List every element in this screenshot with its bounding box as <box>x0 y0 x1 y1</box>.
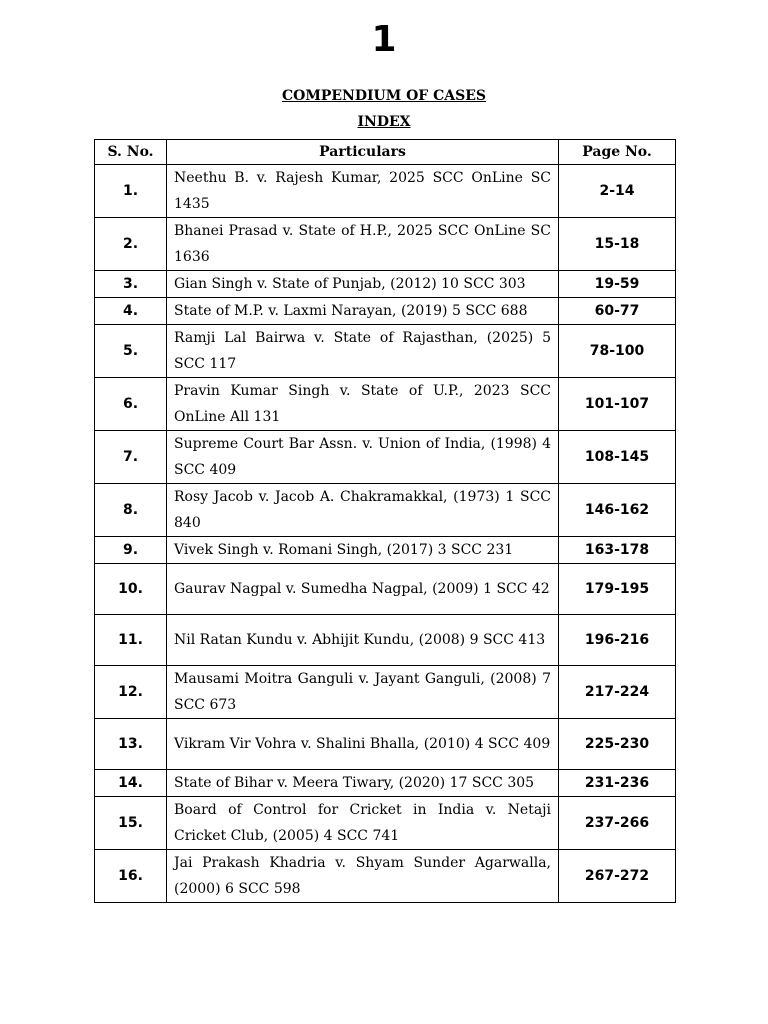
page-range-cell: 78-100 <box>559 325 676 378</box>
page-range-cell: 237-266 <box>559 797 676 850</box>
case-citation-cell: Ramji Lal Bairwa v. State of Rajasthan, (2025) 5 SCC 117 <box>167 325 559 378</box>
table-row <box>95 770 676 797</box>
table-row <box>95 484 676 537</box>
serial-number-cell: 6. <box>95 378 167 431</box>
case-citation-cell: State of Bihar v. Meera Tiwary, (2020) 17 SCC 305 <box>167 770 559 797</box>
serial-number-cell: 13. <box>95 719 167 770</box>
table-row <box>95 615 676 666</box>
page-range-cell: 163-178 <box>559 537 676 564</box>
table-row <box>95 719 676 770</box>
page-range-cell: 60-77 <box>559 298 676 325</box>
table-row <box>95 298 676 325</box>
serial-number-cell: 5. <box>95 325 167 378</box>
page-number: 1 <box>371 19 397 60</box>
case-citation-cell: Mausami Moitra Ganguli v. Jayant Ganguli, (2008) 7 SCC 673 <box>167 666 559 719</box>
page-range-cell: 15-18 <box>559 218 676 271</box>
case-citation-cell: Rosy Jacob v. Jacob A. Chakramakkal, (1973) 1 SCC 840 <box>167 484 559 537</box>
table-row <box>95 325 676 378</box>
case-citation-cell: Gian Singh v. State of Punjab, (2012) 10 SCC 303 <box>167 271 559 298</box>
index-heading: INDEX <box>357 114 411 130</box>
case-citation-cell: Bhanei Prasad v. State of H.P., 2025 SCC OnLine SC 1636 <box>167 218 559 271</box>
case-citation-cell: Jai Prakash Khadria v. Shyam Sunder Agarwalla, (2000) 6 SCC 598 <box>167 850 559 903</box>
page-range-cell: 2-14 <box>559 165 676 218</box>
case-citation-cell: Nil Ratan Kundu v. Abhijit Kundu, (2008) 9 SCC 413 <box>167 615 559 666</box>
header-page-number: Page No. <box>559 140 676 165</box>
page-range-cell: 101-107 <box>559 378 676 431</box>
serial-number-cell: 7. <box>95 431 167 484</box>
serial-number-cell: 11. <box>95 615 167 666</box>
page-range-cell: 146-162 <box>559 484 676 537</box>
serial-number-cell: 10. <box>95 564 167 615</box>
case-citation-cell: Gaurav Nagpal v. Sumedha Nagpal, (2009) 1 SCC 42 <box>167 564 559 615</box>
table-row <box>95 431 676 484</box>
serial-number-cell: 16. <box>95 850 167 903</box>
case-index-table <box>94 139 676 903</box>
serial-number-cell: 12. <box>95 666 167 719</box>
case-citation-cell: Vikram Vir Vohra v. Shalini Bhalla, (2010) 4 SCC 409 <box>167 719 559 770</box>
page-range-cell: 19-59 <box>559 271 676 298</box>
page-range-cell: 225-230 <box>559 719 676 770</box>
case-citation-cell: State of M.P. v. Laxmi Narayan, (2019) 5 SCC 688 <box>167 298 559 325</box>
serial-number-cell: 4. <box>95 298 167 325</box>
serial-number-cell: 14. <box>95 770 167 797</box>
table-row <box>95 564 676 615</box>
table-row <box>95 378 676 431</box>
serial-number-cell: 2. <box>95 218 167 271</box>
page-range-cell: 217-224 <box>559 666 676 719</box>
table-row <box>95 218 676 271</box>
page-range-cell: 231-236 <box>559 770 676 797</box>
case-citation-cell: Pravin Kumar Singh v. State of U.P., 2023 SCC OnLine All 131 <box>167 378 559 431</box>
page-range-cell: 108-145 <box>559 431 676 484</box>
serial-number-cell: 8. <box>95 484 167 537</box>
case-citation-cell: Vivek Singh v. Romani Singh, (2017) 3 SCC 231 <box>167 537 559 564</box>
serial-number-cell: 15. <box>95 797 167 850</box>
table-row <box>95 850 676 903</box>
table-row <box>95 666 676 719</box>
serial-number-cell: 9. <box>95 537 167 564</box>
serial-number-cell: 3. <box>95 271 167 298</box>
table-row <box>95 165 676 218</box>
header-serial-number: S. No. <box>95 140 167 165</box>
page-range-cell: 196-216 <box>559 615 676 666</box>
header-particulars: Particulars <box>167 140 559 165</box>
case-citation-cell: Supreme Court Bar Assn. v. Union of India, (1998) 4 SCC 409 <box>167 431 559 484</box>
page-range-cell: 267-272 <box>559 850 676 903</box>
table-row <box>95 537 676 564</box>
table-row <box>95 271 676 298</box>
table-header-row <box>95 140 676 165</box>
serial-number-cell: 1. <box>95 165 167 218</box>
document-title: COMPENDIUM OF CASES <box>281 88 486 104</box>
page-range-cell: 179-195 <box>559 564 676 615</box>
table-row <box>95 797 676 850</box>
case-citation-cell: Board of Control for Cricket in India v. Netaji Cricket Club, (2005) 4 SCC 741 <box>167 797 559 850</box>
case-citation-cell: Neethu B. v. Rajesh Kumar, 2025 SCC OnLine SC 1435 <box>167 165 559 218</box>
